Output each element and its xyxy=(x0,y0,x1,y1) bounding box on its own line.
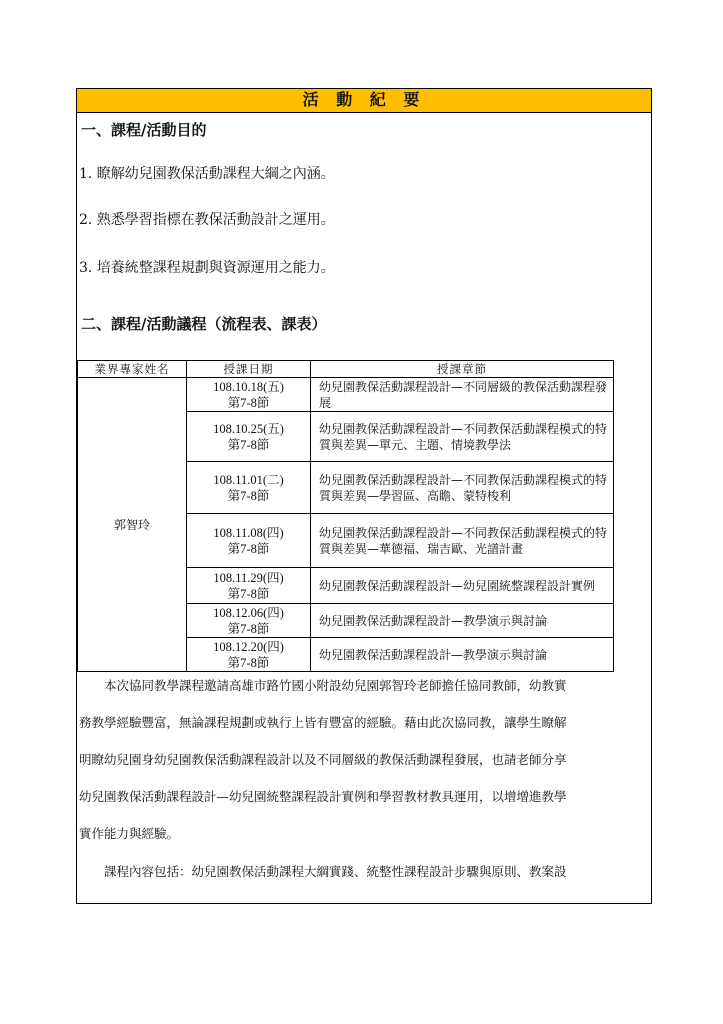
date-cell xyxy=(187,604,311,638)
date-cell xyxy=(187,514,311,568)
page-title: 活 動 紀 要 xyxy=(77,89,651,113)
column-header: 授課章節 xyxy=(311,361,614,378)
record-frame xyxy=(76,88,652,904)
summary-paragraph xyxy=(79,667,649,852)
date-text: 108.10.18(五) xyxy=(213,379,284,394)
summary-line: 明瞭幼兒園身幼兒園教保活動課程設計以及不同層級的教保活動課程發展，也請老師分享 xyxy=(79,752,567,767)
section-heading-purpose: 一、課程/活動目的 xyxy=(81,121,207,139)
topic-cell: 幼兒園教保活動課程設計—不同教保活動課程模式的特質與差異—單元、主題、情境教學法 xyxy=(311,412,614,462)
summary-line: 實作能力與經驗。 xyxy=(79,826,180,841)
table-header-row xyxy=(78,361,614,378)
date-text: 108.11.01(二) xyxy=(213,472,284,487)
topic-cell: 幼兒園教保活動課程設計—教學演示與討論 xyxy=(311,604,614,638)
period-text: 第7-8節 xyxy=(227,437,270,452)
date-text: 108.12.06(四) xyxy=(213,605,284,620)
schedule-table xyxy=(77,360,614,672)
date-cell xyxy=(187,462,311,514)
period-text: 第7-8節 xyxy=(227,655,270,670)
period-text: 第7-8節 xyxy=(227,488,270,503)
topic-cell: 幼兒園教保活動課程設計—不同層級的教保活動課程發展 xyxy=(311,378,614,412)
summary-line: 本次協同教學課程邀請高雄市路竹國小附設幼兒園郭智玲老師擔任協同教師，幼教實 xyxy=(79,678,567,693)
objective-item: 3. 培養統整課程規劃與資源運用之能力。 xyxy=(79,260,335,276)
date-text: 108.11.08(四) xyxy=(213,525,284,540)
expert-name: 郭智玲 xyxy=(78,378,187,672)
period-text: 第7-8節 xyxy=(227,586,270,601)
section-heading-agenda: 二、課程/活動議程（流程表、課表） xyxy=(81,315,327,333)
date-cell xyxy=(187,568,311,604)
content-line: 課程內容包括：幼兒園教保活動課程大綱實踐、統整性課程設計步驟與原則、教案設 xyxy=(79,864,567,879)
date-text: 108.12.20(四) xyxy=(213,639,284,654)
course-content-paragraph xyxy=(79,853,649,890)
column-header: 授課日期 xyxy=(187,361,311,378)
period-text: 第7-8節 xyxy=(227,621,270,636)
topic-cell: 幼兒園教保活動課程設計—教學演示與討論 xyxy=(311,638,614,672)
summary-line: 務教學經驗豐富，無論課程規劃或執行上皆有豐富的經驗。藉由此次協同教，讓學生瞭解 xyxy=(79,715,567,730)
date-text: 108.10.25(五) xyxy=(213,421,284,436)
topic-cell: 幼兒園教保活動課程設計—不同教保活動課程模式的特質與差異—學習區、高瞻、蒙特梭利 xyxy=(311,462,614,514)
column-header: 業界專家姓名 xyxy=(78,361,187,378)
topic-cell: 幼兒園教保活動課程設計—不同教保活動課程模式的特質與差異—華德福、瑞吉歐、光譜計畫 xyxy=(311,514,614,568)
period-text: 第7-8節 xyxy=(227,395,270,410)
table-row xyxy=(78,378,614,412)
date-text: 108.11.29(四) xyxy=(213,570,284,585)
objective-item: 2. 熟悉學習指標在教保活動設計之運用。 xyxy=(79,212,335,228)
date-cell xyxy=(187,378,311,412)
date-cell xyxy=(187,412,311,462)
topic-cell: 幼兒園教保活動課程設計—幼兒園統整課程設計實例 xyxy=(311,568,614,604)
period-text: 第7-8節 xyxy=(227,541,270,556)
objective-item: 1. 瞭解幼兒園教保活動課程大綱之內涵。 xyxy=(79,166,335,182)
summary-line: 幼兒園教保活動課程設計—幼兒園統整課程設計實例和學習教材教具運用，以增增進教學 xyxy=(79,789,567,804)
